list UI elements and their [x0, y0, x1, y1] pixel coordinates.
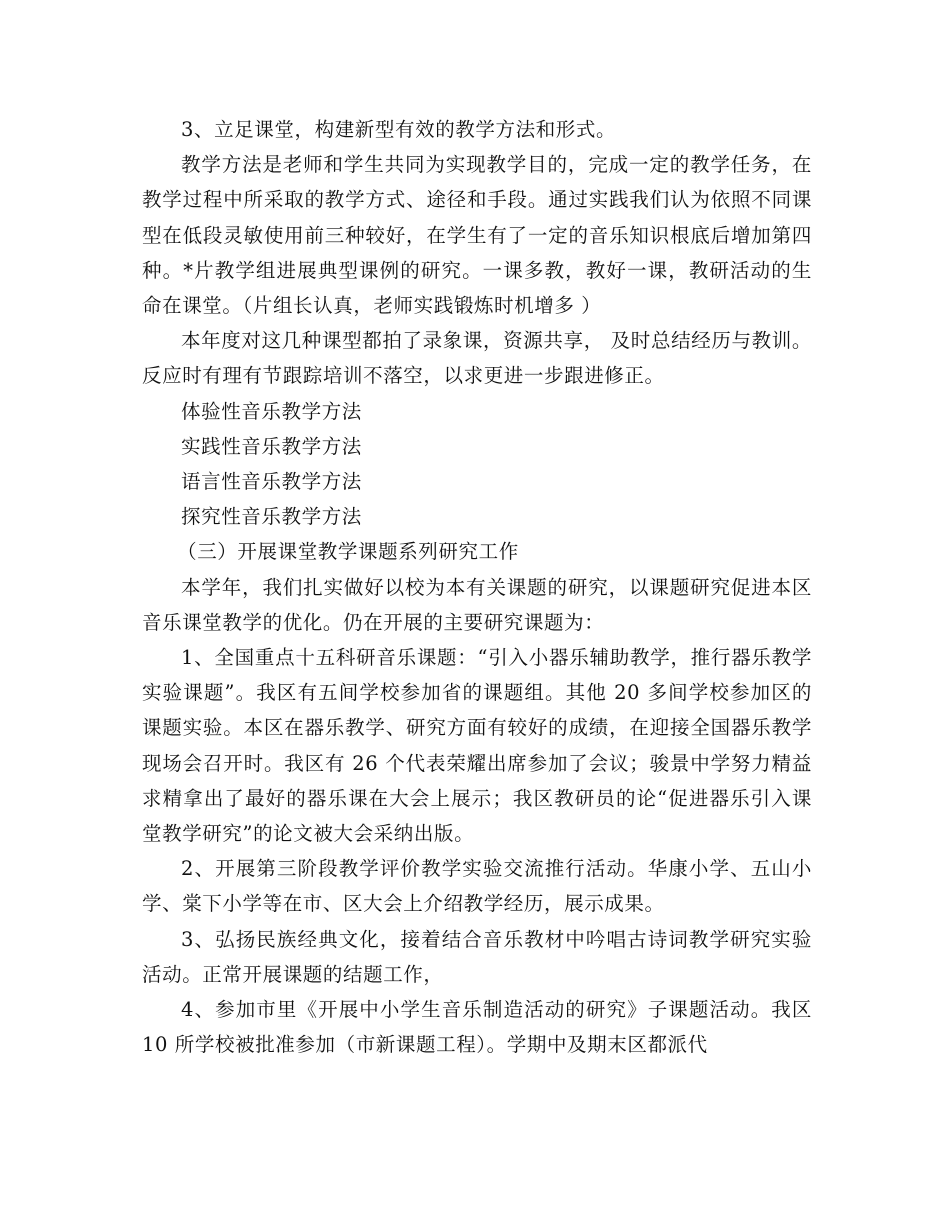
- section-heading-3: （三）开展课堂教学课题系列研究工作: [177, 540, 519, 564]
- list-item-method-4: 探究性音乐教学方法: [181, 505, 362, 529]
- document-body: [142, 112, 812, 1062]
- paragraph-3: 本年度对这几种课型都拍了录象课，资源共享， 及时总结经历与教训。反应时有理有节跟踪培训不落空，以求更进一步跟进修正。: [142, 329, 812, 388]
- list-item-method-1: 体验性音乐教学方法: [181, 399, 362, 423]
- paragraph-4: 本学年，我们扎实做好以校为本有关课题的研究，以课题研究促进本区音乐课堂教学的优化。仍在开展的主要研究课题为：: [142, 575, 812, 634]
- paragraph-7: 3、弘扬民族经典文化，接着结合音乐教材中吟唱古诗词教学研究实验活动。正常开展课题的结题工作，: [142, 927, 812, 986]
- list-item-method-2: 实践性音乐教学方法: [181, 434, 362, 458]
- paragraph-5: 1、全国重点十五科研音乐课题：“引入小器乐辅助教学，推行器乐教学实验课题”。我区有五间学校参加省的课题组。其他 20 多间学校参加区的课题实验。本区在器乐教学、研究方面有较好的成绩，在迎接全国器乐教学现场会召开时。我区有 26 个代表荣耀出席参加了会议；骏景中学努力精益求精拿出了最好的器乐课在大会上展示；我区教研员的论“促进器乐引入课堂教学研究”的论文被大会采纳出版。: [142, 646, 812, 846]
- paragraph-1: 3、立足课堂，构建新型有效的教学方法和形式。: [181, 118, 617, 141]
- paragraph-2: 教学方法是老师和学生共同为实现教学目的，完成一定的教学任务，在教学过程中所采取的教学方式、途径和手段。通过实践我们认为依照不同课型在低段灵敏使用前三种较好，在学生有了一定的音乐知识根底后增加第四种。*片教学组进展典型课例的研究。一课多教，教好一课，教研活动的生命在课堂。（片组长认真，老师实践锻炼时机增多 ）: [142, 153, 812, 318]
- list-item-method-3: 语言性音乐教学方法: [181, 470, 362, 494]
- paragraph-8: 4、参加市里《开展中小学生音乐制造活动的研究》子课题活动。我区 10 所学校被批准参加（市新课题工程）。学期中及期末区都派代: [142, 998, 812, 1057]
- paragraph-6: 2、开展第三阶段教学评价教学实验交流推行活动。华康小学、五山小学、棠下小学等在市、区大会上介绍教学经历，展示成果。: [142, 857, 812, 916]
